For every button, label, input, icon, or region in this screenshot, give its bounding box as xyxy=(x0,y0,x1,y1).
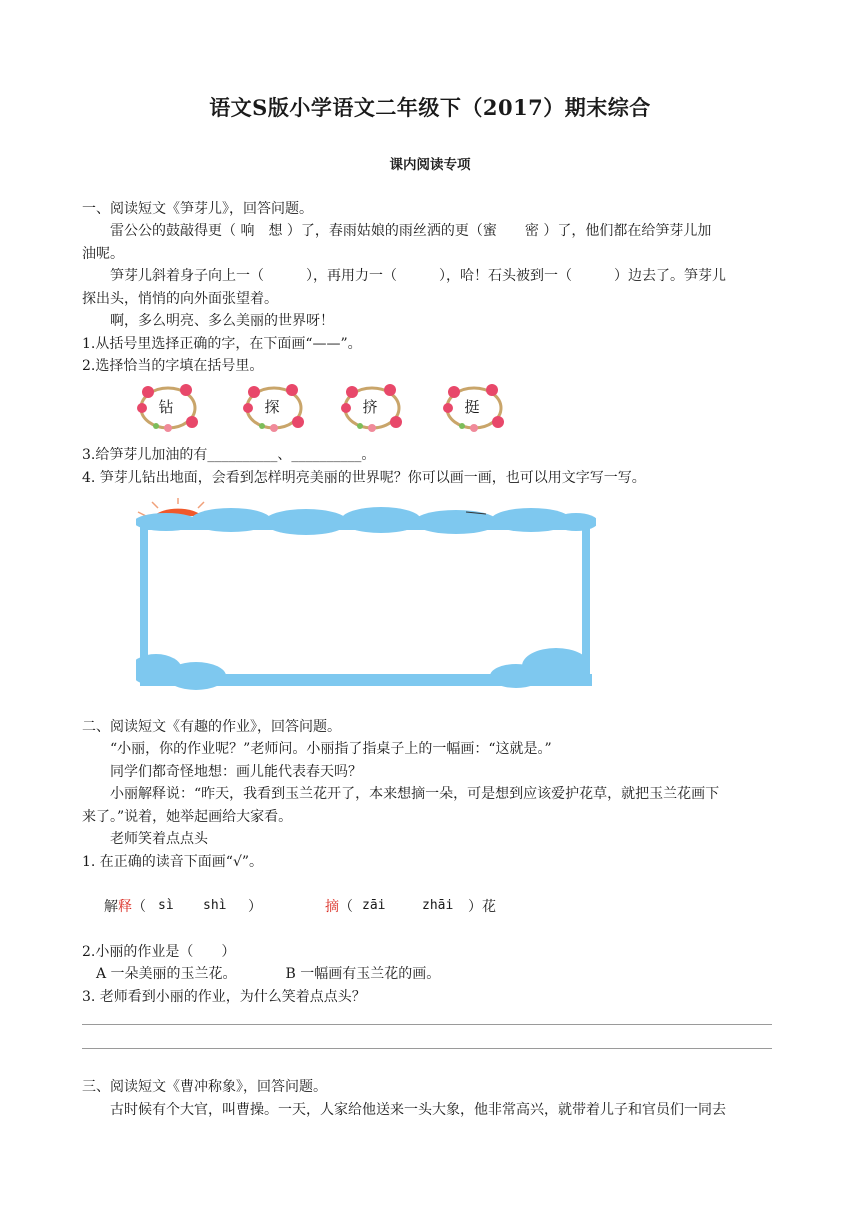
pinyin-option: shì xyxy=(203,898,227,913)
answer-line xyxy=(82,1024,772,1025)
pinyin-open: （ xyxy=(339,899,353,915)
pinyin-word-pre: 解 xyxy=(104,899,118,915)
section1-question2: 2.选择恰当的字填在括号里。 xyxy=(82,358,264,374)
section-subtitle: 课内阅读专项 xyxy=(389,157,471,173)
section1-question1: 1.从括号里选择正确的字，在下面画“——”。 xyxy=(82,336,362,352)
section1-paragraph3: 啊，多么明亮、多么美丽的世界呀！ xyxy=(110,313,334,329)
section2-heading: 二、阅读短文《有趣的作业》，回答问题。 xyxy=(82,719,341,735)
word-char: 钻 xyxy=(158,398,174,416)
pinyin-close: ） xyxy=(248,899,262,915)
pinyin-option: zāi xyxy=(362,898,386,913)
pinyin-option: sì xyxy=(158,898,174,913)
section3-heading: 三、阅读短文《曹冲称象》，回答问题。 xyxy=(82,1079,327,1095)
pinyin-option: zhāi xyxy=(422,898,454,913)
section1-question3: 3.给笋芽儿加油的有__________、__________。 xyxy=(82,447,376,463)
section2-question1: 1. 在正确的读音下面画“√”。 xyxy=(82,854,264,870)
word-char: 挤 xyxy=(362,398,378,416)
word-char: 挺 xyxy=(464,398,480,416)
pinyin-close-word: ）花 xyxy=(468,899,496,915)
section2-question2-options: A 一朵美丽的玉兰花。 B 一幅画有玉兰花的画。 xyxy=(96,966,441,982)
pinyin-open: （ xyxy=(132,899,146,915)
section1-paragraph2-line1: 笋芽儿斜着身子向上一（ ），再用力一（ ），哈！石头被到一（ ）边去了。笋芽儿 xyxy=(110,268,726,284)
page-title: 语文S版小学语文二年级下（2017）期末综合 xyxy=(209,95,651,120)
section2-question3: 3. 老师看到小丽的作业，为什么笑着点点头？ xyxy=(82,989,366,1005)
section1-heading: 一、阅读短文《笋芽儿》，回答问题。 xyxy=(82,201,313,217)
section2-paragraph3-line1: 小丽解释说：“昨天，我看到玉兰花开了，本来想摘一朵，可是想到应该爱护花草，就把玉兰花画下 xyxy=(110,786,720,802)
section2-question2: 2.小丽的作业是（ ） xyxy=(82,944,236,960)
drawing-frame xyxy=(136,498,596,690)
pinyin-item-2 xyxy=(325,896,353,918)
pinyin-target-char: 释 xyxy=(118,899,132,915)
section2-paragraph4: 老师笑着点点头 xyxy=(110,831,208,847)
section2-paragraph3-line2: 来了。”说着，她举起画给大家看。 xyxy=(82,809,293,825)
section1-paragraph1-line2: 油呢。 xyxy=(82,246,124,262)
section1-paragraph1-line1: 雷公公的鼓敲得更（ 响 想 ）了，春雨姑娘的雨丝洒的更（蜜 密 ）了，他们都在给笋芽儿加 xyxy=(110,223,712,239)
word-wreath xyxy=(340,382,410,434)
word-char: 探 xyxy=(264,398,280,416)
answer-line xyxy=(82,1048,772,1049)
section3-paragraph1: 古时候有个大官，叫曹操。一天，人家给他送来一头大象，他非常高兴，就带着儿子和官员们一同去 xyxy=(110,1102,726,1118)
word-wreath xyxy=(242,382,312,434)
section2-paragraph1: “小丽，你的作业呢？”老师问。小丽指了指桌子上的一幅画：“这就是。” xyxy=(110,741,552,757)
section1-question4: 4. 笋芽儿钻出地面，会看到怎样明亮美丽的世界呢？你可以画一画，也可以用文字写一写。 xyxy=(82,470,646,486)
section1-paragraph2-line2: 探出头，悄悄的向外面张望着。 xyxy=(82,291,278,307)
pinyin-target-char: 摘 xyxy=(325,899,339,915)
section2-paragraph2: 同学们都奇怪地想：画儿能代表春天吗？ xyxy=(110,764,362,780)
word-wreath xyxy=(442,382,512,434)
pinyin-item-1 xyxy=(104,896,146,918)
word-wreath xyxy=(136,382,206,434)
